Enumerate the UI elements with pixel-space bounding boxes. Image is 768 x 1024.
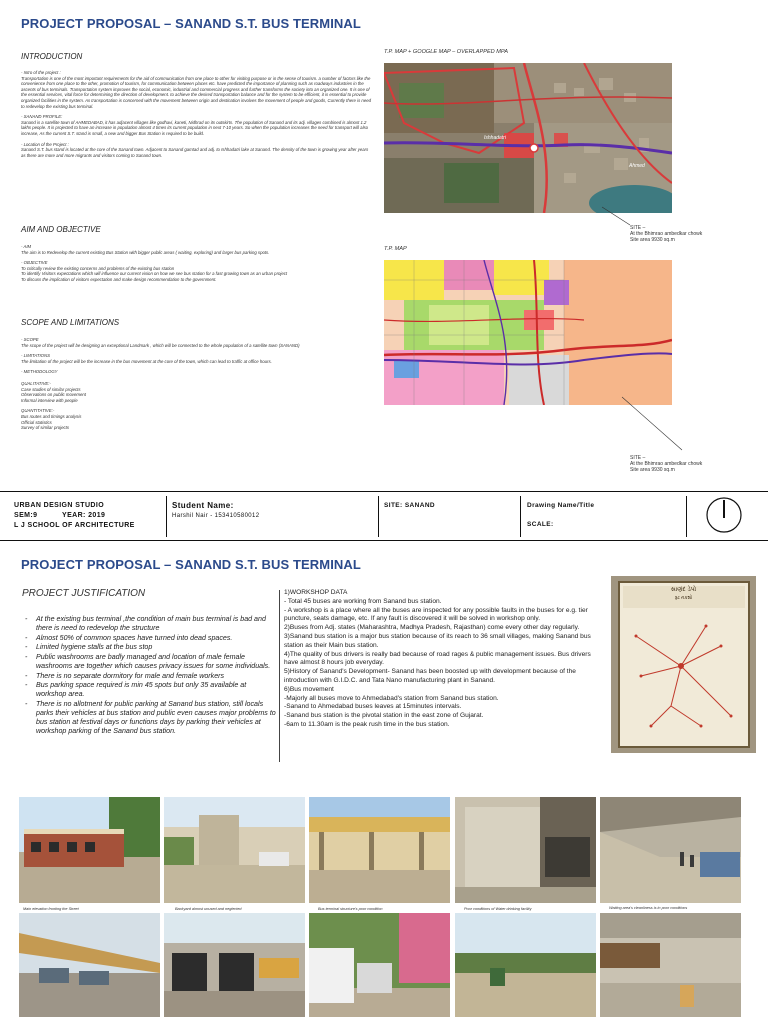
map-1-place-label: Ishhadatri (484, 135, 506, 141)
workshop-line: -6am to 11.30am is the peak rush time in the bus station. (284, 720, 450, 728)
site-label: SITE: SANAND (384, 502, 436, 509)
photo-parked-vehicles (309, 913, 450, 1017)
photo-bus-terminal-structure (309, 797, 450, 903)
school-label: L J SCHOOL OF ARCHITECTURE (14, 522, 135, 529)
year-label: YEAR: 2019 (62, 512, 106, 519)
route-map-subtitle: રૂટ નકશો (674, 595, 693, 600)
workshop-line: 1)WORKSHOP DATA (284, 589, 348, 596)
tp-map (384, 260, 672, 405)
justification-item: - Limited hygiene stalls at the bus stop (22, 643, 277, 652)
site-note-line: Site area 9930 sq.m (630, 467, 675, 474)
student-name-value: Harshil Nair - 153410580012 (172, 513, 260, 519)
photo-backyard (164, 797, 305, 903)
site-note-line: At the Bhimrao ambedkar chowk (630, 231, 703, 238)
justification-item: - Bus parking space required is min 45 spots but only 35 available at workshop area. (22, 681, 277, 699)
aim-heading: AIM AND OBJECTIVE (21, 225, 101, 234)
methodology-subheading: - METHODOLOGY (21, 369, 58, 375)
justification-item: - Almost 50% of common spaces have turned into dead spaces. (22, 634, 277, 643)
intro-block (21, 70, 371, 158)
site-note-line: At the Bhimrao ambedkar chowk (630, 461, 703, 468)
justification-list (22, 615, 277, 737)
satellite-overlay-map (384, 63, 672, 213)
aim-text: The aim is to Redevelop the current existing Bus Station with bigger public areas ( waiting, exploring) and larger bus parking spots. (21, 249, 270, 255)
objective-line: To identify Visitors expectations which will influence our current vision on how we see bus station for a fast growing town as an urban project (21, 271, 288, 277)
title-block-divider (686, 496, 687, 537)
scope-text: The scope of the project will be designing an exceptional Landmark , which will be connected to the whole population of a satellite town (SANAND) (21, 342, 300, 348)
photo-interior-hall (600, 913, 741, 1017)
photo-water-drinking-facility (455, 797, 596, 903)
title-block-top-line (0, 491, 768, 492)
site-leader-line-2 (620, 395, 690, 455)
title-block-bottom-line (0, 540, 768, 541)
studio-label: URBAN DESIGN STUDIO (14, 502, 105, 509)
sheet-1-title: PROJECT PROPOSAL – SANAND S.T. BUS TERMINAL (21, 16, 361, 31)
sem-label: SEM:9 (14, 512, 38, 519)
limitations-text: The limitation of the project will be the increase in the bus movement at the core of the town, which can lead to traffic at office hours. (21, 358, 272, 364)
site-note-1 (630, 225, 702, 244)
site-leader-line-1 (600, 205, 640, 230)
photo-caption: Main elevation fronting the Street (23, 907, 79, 911)
site-note-line: Site area 9930 sq.m (630, 237, 675, 244)
site-note-line: SITE – (630, 455, 646, 461)
map-2-label: T.P. MAP (384, 246, 407, 252)
limitations-subheading: - LIMITATIONS (21, 353, 50, 359)
qualitative-subheading: QUALITATIVE:- (21, 380, 51, 386)
photo-bus-platform (19, 913, 160, 1017)
justification-item: - There is no separate dormitory for male and female workers (22, 672, 277, 681)
scope-heading: SCOPE AND LIMITATIONS (21, 318, 120, 327)
site-note-2 (630, 455, 702, 474)
objective-line: To discuss the implication of visitors expectation and make design recommendation to the government. (21, 276, 217, 282)
workshop-line: 3)Sanand bus station is a major bus station because of its reach to 36 small villages, making Sanand bus station as their Main bus station. (284, 632, 591, 649)
photo-caption: Bus terminal structure's poor condition (318, 907, 383, 911)
qualitative-line: Case studies of similar projects (21, 386, 81, 392)
column-divider (279, 590, 280, 762)
north-arrow-icon (705, 496, 743, 534)
workshop-data (284, 589, 606, 730)
title-block-divider (520, 496, 521, 537)
workshop-line: -Majorly all buses move to Ahmedabad's station from Sanand bus station. (284, 694, 499, 702)
workshop-line: 6)Bus movement (284, 685, 334, 693)
workshop-line: -Sanand to Ahmedabad buses leaves at 15minutes intervals. (284, 703, 462, 711)
aim-subheading: - AIM (21, 244, 32, 249)
photo-main-elevation (19, 797, 160, 903)
workshop-line: 4)The quality of bus drivers is really bad because of road rages & public management issues. Bus drivers have almost 8 hours job everyday. (284, 650, 591, 667)
photo-caption: Waiting area's cleanliness is in poor conditions (609, 906, 688, 910)
location-text: Sanand S.T. bus stand is located at the core of the Sanand town. Adjacent to Sanand gamtad and adj. to Ishhadatri lake at Sanand. The density of the town is growing year after years as there are more and more migrants and visitors coming to Sanand town. (21, 147, 369, 158)
justification-heading: PROJECT JUSTIFICATION (22, 588, 146, 599)
justification-item: - There is no allotment for public parking at Sanand bus station, still locals parks their vehicles at bus station and public even causes major problems to bus station at festival days or functions days by parking their vehicles at workshop parking of the Sanand bus station. (22, 700, 277, 736)
scope-block (21, 337, 371, 431)
quantitative-line: Survey of similar projects (21, 425, 69, 431)
photo-waiting-area (600, 797, 741, 903)
qualitative-line: Observations on public movement (21, 392, 86, 398)
photo-open-yard (455, 913, 596, 1017)
quantitative-subheading: QUANTITATIVE:- (21, 408, 55, 414)
intro-text: Transportation is one of the most important requirements for the aid of communication from one place to other for visiting purpose or in the sense of tourism. a number of factors like the convenience from one place to the other, promotion of tourism, for communication between places etc. have predicted the importance of planning such as roadways industries in the ascents of bus terminals. Transportation system improves the social, economic, industrial and commercial progress and further transforms the society into an organized one. It is one of the essential services, vital force for determining the direction of development. to achieve the desired transportation balance and for the system to be efficient, it is essential to provide organized facilities in the system. As transportation is concerned with the movement between origin and destination involves the movement of people and goods, Currently there is need to redevelop the existing bus terminal. (21, 75, 371, 109)
justification-item: - At the existing bus terminal ,the condition of main bus terminal is bad and there is need to redevelop the structure (22, 615, 277, 633)
objective-subheading: - OBJECTIVE (21, 260, 48, 266)
workshop-line: - Total 45 buses are working from Sanand bus station. (284, 597, 442, 605)
map-1-label: T.P. MAP + GOOGLE MAP – OVERLAPPED MPA (384, 49, 508, 55)
quantitative-line: Official statistics (21, 419, 52, 425)
profile-text: Sanand is a satellite town of AHMEDABAD, it has adjacent villages like godhavi, kaneti, Nidhrad on its outskirts. The population of Sanand and its adj. villages combined is almost 1.2 lakhs people. It is projected to have an increase in population almost 4 times its current population in next 7-10 years. So when the population increases the need for transport will also increase, As the current S.T. stand is small, a new and bigger Bus Station is required to be build. (21, 119, 369, 136)
drawing-name-label: Drawing Name/Title (527, 502, 595, 509)
photo-caption: Poor conditions of Water drinking facility (464, 907, 532, 911)
introduction-heading: INTRODUCTION (21, 52, 83, 61)
route-map-photo (611, 576, 756, 753)
student-name-label: Student Name: (172, 501, 234, 510)
sheet-2-title: PROJECT PROPOSAL – SANAND S.T. BUS TERMINAL (21, 557, 361, 572)
workshop-line: 2)Buses from Adj. states (Maharashtra, Madhya Pradesh, Rajasthan) come every other day regularly. (284, 624, 580, 632)
photo-caption: Backyard almost unused and neglected (175, 907, 242, 911)
workshop-line: - A workshop is a place where all the buses are inspected for any possible faults in the buses for e.g. tier puncture, seats damage, etc. If any fault is discovered it will be solved in workshop only. (284, 606, 588, 623)
location-subheading: - Location of the Project : (21, 141, 69, 147)
route-map-title: સાણંદ ડેપો (670, 587, 697, 593)
map-1-place-label: Ahmed (629, 163, 645, 169)
title-block-divider (378, 496, 379, 537)
justification-item: - Public washrooms are badly managed and location of male female washrooms are together which causes privacy issues for some individuals. (22, 653, 277, 671)
profile-subheading: - SANAND PROFILE: (21, 114, 63, 120)
photo-workshop-bays (164, 913, 305, 1017)
title-block-divider (166, 496, 167, 537)
qualitative-line: Informal interview with people (21, 397, 78, 403)
scope-subheading: - SCOPE (21, 337, 39, 342)
workshop-line: 5)History of Sanand's Development- Sanand has been boosted up with development because of the introduction with G.I.D.C. and Tata Nano manufacturing plant in Sanand. (284, 668, 576, 684)
objective-line: To critically review the existing concerns and problems of the existing bus station (21, 265, 175, 271)
scale-label: SCALE: (527, 521, 554, 528)
site-note-line: SITE – (630, 225, 646, 231)
aim-block (21, 244, 371, 283)
intro-subheading: - Intro of the project : (21, 70, 61, 75)
workshop-line: -Sanand bus station is the pivotal station in the east zone of Gujarat. (284, 712, 484, 720)
quantitative-line: Bus routes and timings analysis (21, 413, 82, 419)
